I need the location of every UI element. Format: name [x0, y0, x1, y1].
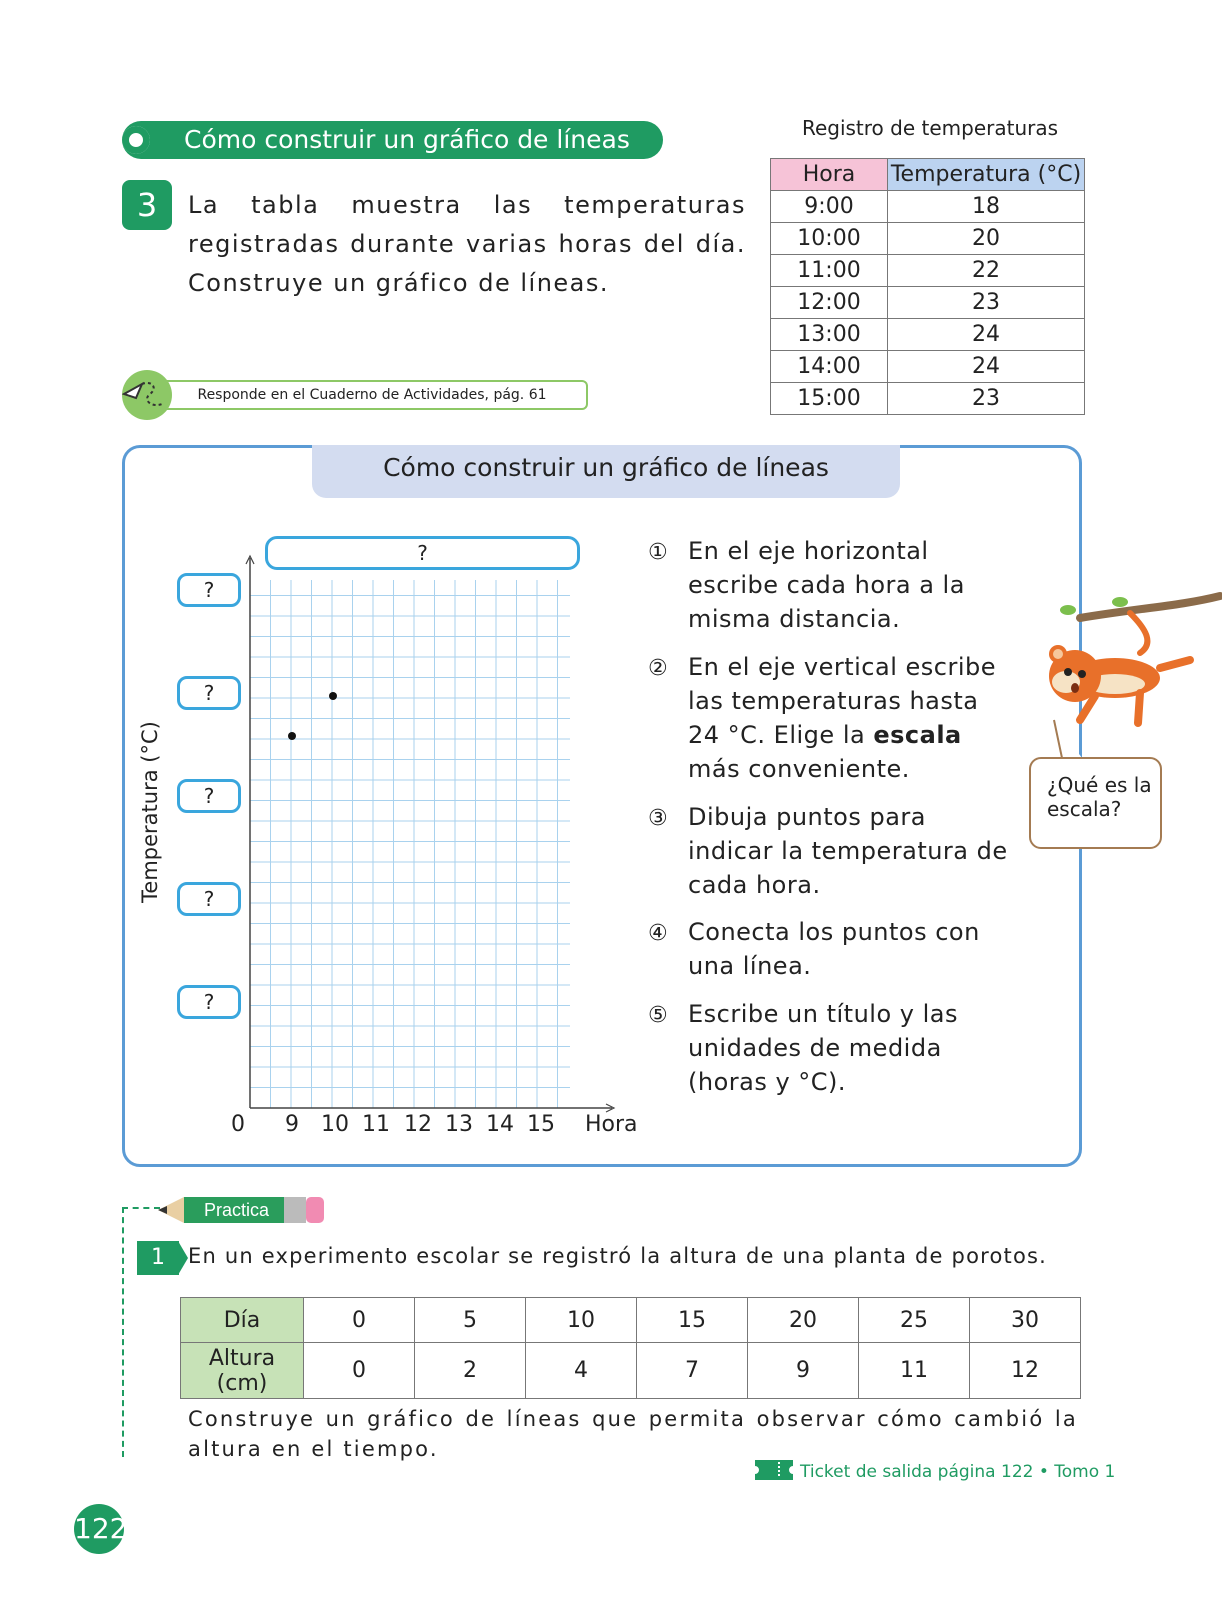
ticket-icon: [755, 1460, 793, 1480]
x-tick-label: 11: [362, 1112, 390, 1137]
day-cell: 0: [304, 1298, 415, 1343]
step-3: [648, 800, 1008, 902]
temp-cell: 23: [888, 287, 1085, 319]
height-cell: 12: [970, 1343, 1081, 1399]
hour-cell: 12:00: [771, 287, 888, 319]
table-row: [771, 255, 1085, 287]
step-marker: ①: [648, 540, 669, 565]
hour-cell: 14:00: [771, 351, 888, 383]
height-cell: 4: [526, 1343, 637, 1399]
step-marker: ④: [648, 921, 669, 946]
day-cell: 15: [637, 1298, 748, 1343]
problem-number: 3: [122, 180, 172, 230]
temp-cell: 20: [888, 223, 1085, 255]
temp-cell: 23: [888, 383, 1085, 415]
step-marker: ⑤: [648, 1003, 669, 1028]
step-marker: ②: [648, 656, 669, 681]
table-header: Hora: [771, 159, 888, 191]
section-bullet-icon: [122, 126, 150, 154]
x-tick-label: 0: [231, 1112, 245, 1137]
hour-cell: 9:00: [771, 191, 888, 223]
practice-number: 1: [137, 1241, 179, 1275]
y-axis-placeholder: ?: [177, 573, 241, 607]
day-cell: 10: [526, 1298, 637, 1343]
day-cell: 25: [859, 1298, 970, 1343]
data-point: [288, 732, 296, 740]
x-axis-unit: Hora: [585, 1112, 638, 1137]
step-1: [648, 534, 1008, 636]
temp-cell: 24: [888, 351, 1085, 383]
x-tick-label: 12: [404, 1112, 432, 1137]
x-tick-label: 14: [486, 1112, 514, 1137]
hour-cell: 10:00: [771, 223, 888, 255]
table-row: [771, 191, 1085, 223]
step-bold-word: escala: [873, 721, 962, 749]
speech-bubble: ¿Qué es la escala?: [1029, 757, 1162, 849]
y-axis-placeholder: ?: [177, 882, 241, 916]
y-axis-label: Temperatura (°C): [138, 721, 162, 903]
table-row: [771, 351, 1085, 383]
temp-cell: 22: [888, 255, 1085, 287]
graph-title-placeholder: ?: [265, 536, 580, 570]
x-tick-label: 10: [321, 1112, 349, 1137]
growth-table: [180, 1297, 1081, 1399]
practice-text: En un experimento escolar se registró la altura de una planta de porotos.: [188, 1244, 1048, 1268]
table-header: Temperatura (°C): [888, 159, 1085, 191]
day-cell: 30: [970, 1298, 1081, 1343]
step-4: [648, 915, 1008, 983]
hour-cell: 11:00: [771, 255, 888, 287]
temp-cell: 24: [888, 319, 1085, 351]
table-row: [771, 223, 1085, 255]
height-cell: 9: [748, 1343, 859, 1399]
step-marker: ③: [648, 806, 669, 831]
table-row: [771, 287, 1085, 319]
temperature-table-caption: Registro de temperaturas: [801, 116, 1059, 140]
day-cell: 5: [415, 1298, 526, 1343]
step-text: más conveniente.: [688, 755, 910, 783]
table-row: [181, 1343, 1081, 1399]
row-label: Día: [181, 1298, 304, 1343]
height-cell: 11: [859, 1343, 970, 1399]
data-point: [329, 692, 337, 700]
practice-instruction: Construye un gráfico de líneas que permita observar cómo cambió la altura en el tiempo.: [188, 1407, 1078, 1461]
step-text: Dibuja puntos para indicar la temperatura de cada hora.: [688, 803, 1008, 899]
practice-label: Practica: [204, 1200, 270, 1220]
activity-note: Responde en el Cuaderno de Actividades, pág. 61: [158, 380, 588, 410]
y-axis-placeholder: ?: [177, 985, 241, 1019]
y-axis-placeholder: ?: [177, 676, 241, 710]
step-2: [648, 650, 1008, 786]
table-row: [181, 1298, 1081, 1343]
height-cell: 0: [304, 1343, 415, 1399]
hour-cell: 15:00: [771, 383, 888, 415]
practice-border: [122, 1207, 160, 1209]
table-row: [771, 319, 1085, 351]
step-text: En el eje vertical escribe las temperaturas hasta 24 °C. Elige la: [688, 653, 997, 749]
section-title: Cómo construir un gráfico de líneas: [184, 125, 630, 154]
temp-cell: 18: [888, 191, 1085, 223]
height-cell: 7: [637, 1343, 748, 1399]
ticket-link[interactable]: Ticket de salida página 122 • Tomo 1: [800, 1462, 1116, 1482]
step-5: [648, 997, 1008, 1099]
step-text: Escribe un título y las unidades de medida (horas y °C).: [688, 1000, 958, 1096]
height-cell: 2: [415, 1343, 526, 1399]
speech-bubble-tail: [1048, 718, 1088, 760]
x-tick-label: 15: [527, 1112, 555, 1137]
page-number: 122: [74, 1504, 124, 1554]
pencil-icon: [158, 1193, 328, 1227]
table-row: [771, 383, 1085, 415]
x-tick-label: 13: [445, 1112, 473, 1137]
x-tick-label: 9: [285, 1112, 299, 1137]
problem-text: La tabla muestra las temperaturas registradas durante varias horas del día. Construye un gráfico de líneas.: [188, 191, 746, 297]
panel-title: Cómo construir un gráfico de líneas: [312, 445, 900, 498]
step-text: Conecta los puntos con una línea.: [688, 918, 980, 980]
graph-grid: [240, 550, 620, 1120]
temperature-table: [770, 158, 1085, 415]
step-text: En el eje horizontal escribe cada hora a la misma distancia.: [688, 537, 965, 633]
y-axis-placeholder: ?: [177, 779, 241, 813]
hour-cell: 13:00: [771, 319, 888, 351]
practice-border: [122, 1207, 124, 1457]
day-cell: 20: [748, 1298, 859, 1343]
row-label: Altura (cm): [181, 1343, 304, 1399]
